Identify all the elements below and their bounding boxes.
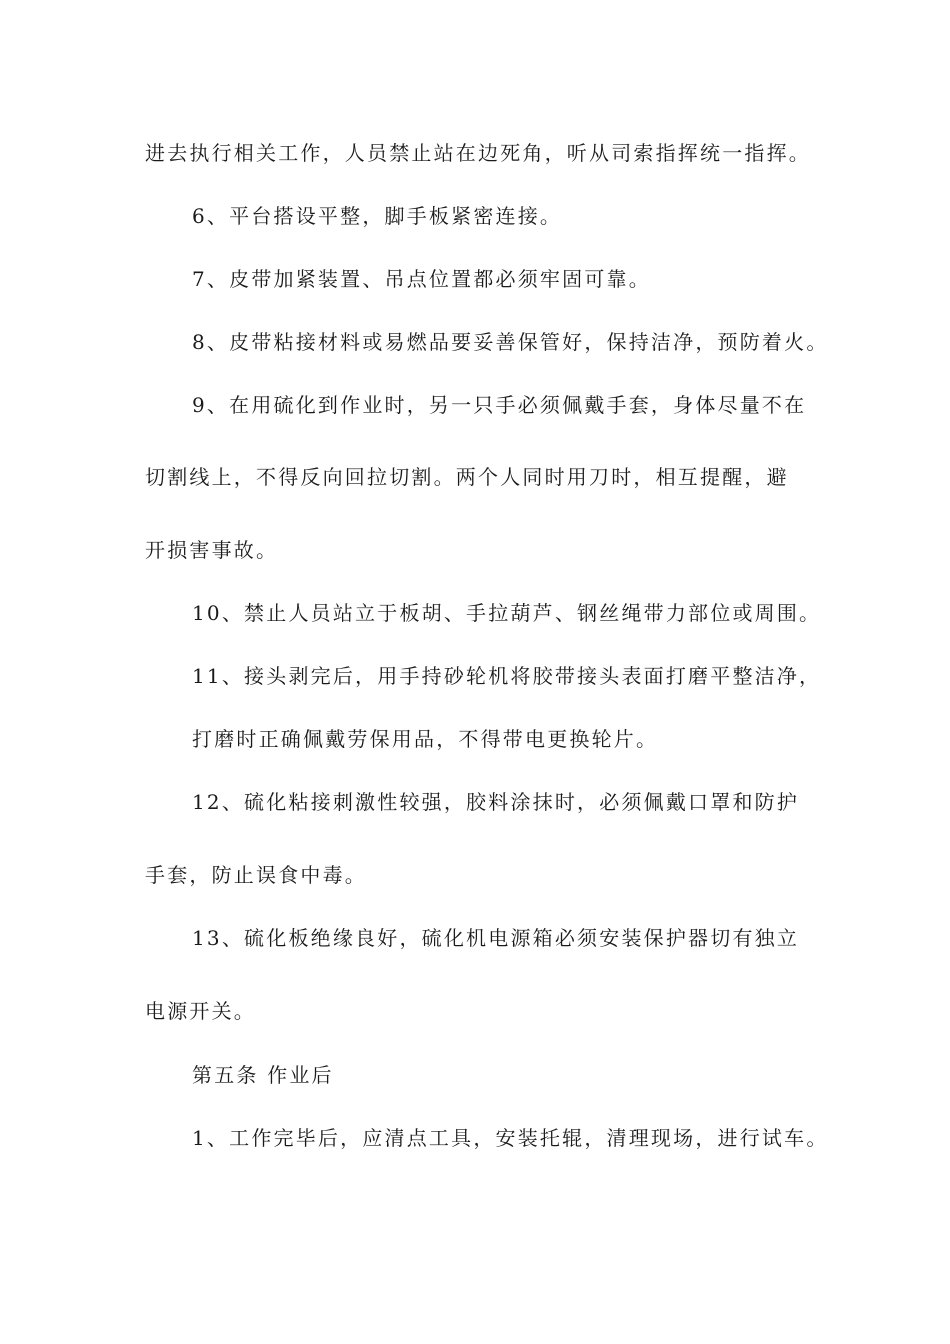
text-line: 10、禁止人员站立于板胡、手拉葫芦、钢丝绳带力部位或周围。 <box>192 601 822 625</box>
text-line: 8、皮带粘接材料或易燃品要妥善保管好，保持洁净，预防着火。 <box>192 330 829 354</box>
text-line: 手套，防止误食中毒。 <box>145 863 367 887</box>
text-line: 电源开关。 <box>145 999 256 1023</box>
text-line: 11、接头剥完后，用手持砂轮机将胶带接头表面打磨平整洁净， <box>192 664 822 688</box>
text-line: 进去执行相关工作，人员禁止站在边死角，听从司索指挥统一指挥。 <box>145 141 811 165</box>
text-line: 6、平台搭设平整，脚手板紧密连接。 <box>192 204 563 228</box>
section-heading: 第五条 作业后 <box>192 1063 334 1087</box>
text-line: 13、硫化板绝缘良好，硫化机电源箱必须安装保护器切有独立 <box>192 926 800 950</box>
text-line: 打磨时正确佩戴劳保用品，不得带电更换轮片。 <box>192 727 659 751</box>
text-line: 开损害事故。 <box>145 538 279 562</box>
text-line: 7、皮带加紧装置、吊点位置都必须牢固可靠。 <box>192 267 651 291</box>
text-line: 9、在用硫化到作业时，另一只手必须佩戴手套，身体尽量不在 <box>192 393 807 417</box>
text-line: 12、硫化粘接刺激性较强，胶料涂抹时，必须佩戴口罩和防护 <box>192 790 800 814</box>
text-line: 切割线上，不得反向回拉切割。两个人同时用刀时，相互提醒，避 <box>145 465 789 489</box>
text-line: 1、工作完毕后，应清点工具，安装托辊，清理现场，进行试车。 <box>192 1126 829 1150</box>
